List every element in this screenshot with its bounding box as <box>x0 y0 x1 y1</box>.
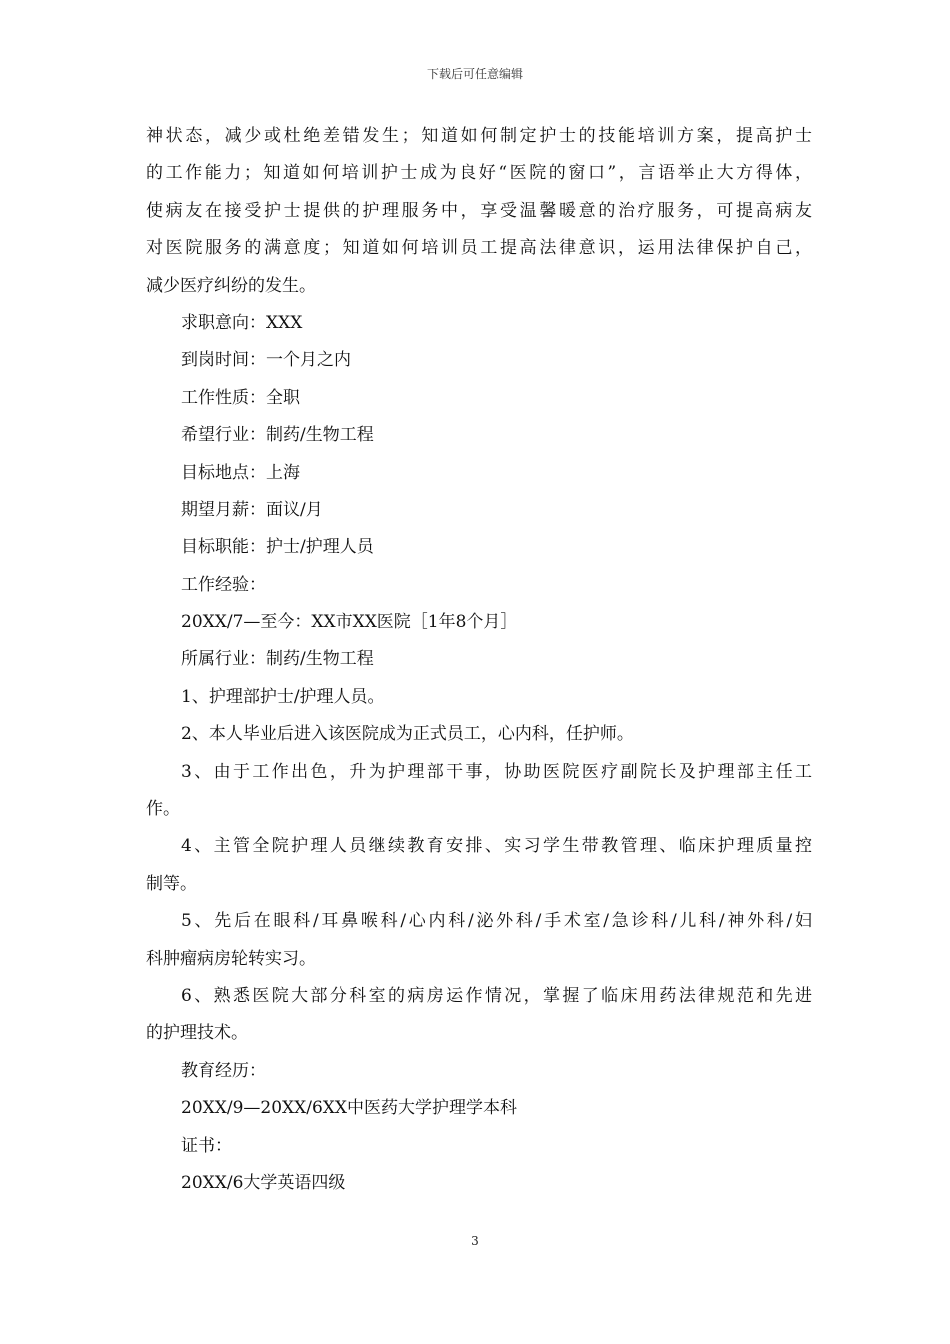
intro-line-3: 使病友在接受护士提供的护理服务中，享受温馨暖意的治疗服务，可提高病友 <box>146 200 812 221</box>
intro-line-5: 减少医疗纠纷的发生。 <box>146 275 316 296</box>
duty-item-4-line-1: 4、主管全院护理人员继续教育安排、实习学生带教管理、临床护理质量控 <box>181 836 812 857</box>
duty-item-3-line-1: 3、由于工作出色，升为护理部干事，协助医院医疗副院长及护理部主任工 <box>181 761 812 782</box>
work-industry: 所属行业：制药/生物工程 <box>181 649 374 670</box>
duty-item-6-line-2: 的护理技术。 <box>146 1023 248 1044</box>
page-header: 下载后可任意编辑 <box>426 67 523 81</box>
work-period: 20XX/7—至今：XX市XX医院［1年8个月］ <box>181 612 518 633</box>
page-number: 3 <box>471 1234 479 1248</box>
education-entry: 20XX/9—20XX/6XX中医药大学护理学本科 <box>181 1098 517 1119</box>
duty-item-4-line-2: 制等。 <box>146 873 197 894</box>
certificate-entry: 20XX/6大学英语四级 <box>181 1172 346 1193</box>
duty-item-3-line-2: 作。 <box>146 799 180 820</box>
job-intent: 求职意向：XXX <box>181 312 303 333</box>
certificate-heading: 证书： <box>181 1135 232 1156</box>
intro-line-4: 对医院服务的满意度；知道如何培训员工提高法律意识，运用法律保护自己， <box>146 238 812 259</box>
intro-line-1: 神状态，减少或杜绝差错发生；知道如何制定护士的技能培训方案，提高护士 <box>146 126 812 146</box>
job-type: 工作性质：全职 <box>181 387 300 408</box>
desired-industry: 希望行业：制药/生物工程 <box>181 425 374 446</box>
expected-salary: 期望月薪：面议/月 <box>181 499 323 520</box>
duty-item-2: 2、本人毕业后进入该医院成为正式员工，心内科，任护师。 <box>181 724 634 745</box>
intro-line-2: 的工作能力；知道如何培训护士成为良好“医院的窗口”，言语举止大方得体， <box>146 163 812 184</box>
target-function: 目标职能：护士/护理人员 <box>181 537 374 558</box>
duty-item-5-line-2: 科肿瘤病房轮转实习。 <box>146 948 316 969</box>
target-location: 目标地点：上海 <box>181 462 300 483</box>
duty-item-1: 1、护理部护士/护理人员。 <box>181 686 385 707</box>
work-experience-heading: 工作经验： <box>181 574 266 595</box>
document-body <box>146 118 812 1202</box>
duty-item-5-line-1: 5、先后在眼科/耳鼻喉科/心内科/泌外科/手术室/急诊科/儿科/神外科/妇 <box>181 911 812 932</box>
duty-item-6-line-1: 6、熟悉医院大部分科室的病房运作情况，掌握了临床用药法律规范和先进 <box>181 985 812 1006</box>
education-heading: 教育经历： <box>181 1060 266 1081</box>
arrival-time: 到岗时间：一个月之内 <box>181 350 351 371</box>
